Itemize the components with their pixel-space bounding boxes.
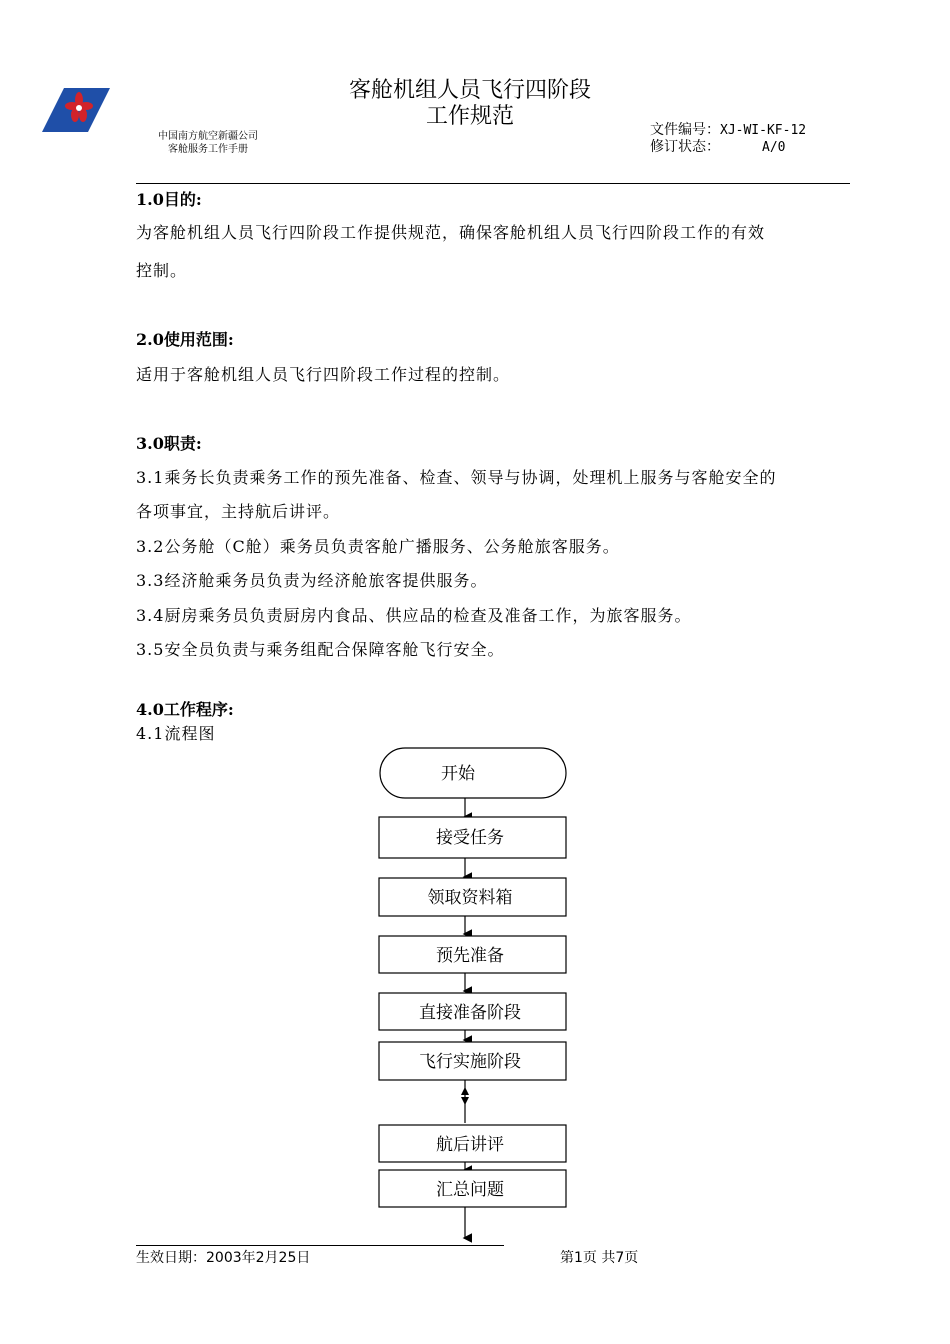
company-line-2: 客舱服务工作手册: [168, 144, 248, 155]
flow-step-5-label: 飞行实施阶段: [419, 1052, 521, 1072]
flow-step-4-label: 直接准备阶段: [419, 1003, 521, 1023]
double-arrow-down: [461, 1097, 469, 1105]
scope-text: 适用于客舱机组人员飞行四阶段工作过程的控制。: [136, 365, 511, 384]
airline-logo-icon: [42, 86, 110, 134]
company-name: [148, 130, 268, 156]
flowchart: [350, 745, 600, 1245]
page-info: 第1页 共7页: [560, 1250, 639, 1266]
purpose-line-1: 为客舱机组人员飞行四阶段工作提供规范，确保客舱机组人员飞行四阶段工作的有效: [136, 223, 766, 242]
duty-heading: 3.0职责:: [136, 434, 202, 453]
scope-heading: 2.0使用范围:: [136, 330, 234, 349]
duty-3-4: 3.4厨房乘务员负责厨房内食品、供应品的检查及准备工作，为旅客服务。: [136, 606, 692, 625]
revision-label: 修订状态：: [650, 139, 720, 155]
doc-number-label: 文件编号：: [650, 122, 720, 138]
footer-divider: [136, 1245, 504, 1246]
document-info: [650, 122, 806, 156]
procedure-heading: 4.0工作程序:: [136, 700, 234, 719]
flowchart-label: 4.1流程图: [136, 724, 216, 743]
title-line-2: 工作规范: [425, 104, 514, 129]
duty-3-3: 3.3经济舱乘务员负责为经济舱旅客提供服务。: [136, 571, 488, 590]
duty-3-1-line-2: 各项事宜，主持航后讲评。: [136, 502, 341, 521]
purpose-heading: 1.0目的:: [136, 190, 202, 209]
double-arrow-up: [461, 1087, 469, 1095]
flow-start-label: 开始: [441, 764, 475, 784]
title-line-1: 客舱机组人员飞行四阶段: [348, 78, 591, 103]
duty-3-2: 3.2公务舱（C舱）乘务员负责客舱广播服务、公务舱旅客服务。: [136, 537, 620, 556]
flow-step-7-label: 汇总问题: [436, 1180, 504, 1200]
company-line-1: 中国南方航空新疆公司: [158, 131, 258, 142]
flow-step-2-label: 领取资料箱: [427, 888, 513, 908]
purpose-line-2: 控制。: [136, 261, 188, 280]
document-title: [250, 78, 690, 130]
flow-step-6-label: 航后讲评: [436, 1135, 504, 1155]
effective-date: 生效日期：2003年2月25日: [136, 1250, 311, 1266]
doc-number-value: XJ-WI-KF-12: [720, 123, 807, 138]
duty-3-1-line-1: 3.1乘务长负责乘务工作的预先准备、检查、领导与协调，处理机上服务与客舱安全的: [136, 468, 777, 487]
duty-3-5: 3.5安全员负责与乘务组配合保障客舱飞行安全。: [136, 640, 505, 659]
header-divider: [136, 183, 850, 184]
flow-step-3-label: 预先准备: [436, 946, 504, 966]
flow-step-1-label: 接受任务: [436, 828, 504, 848]
revision-value: A/0: [762, 140, 786, 155]
